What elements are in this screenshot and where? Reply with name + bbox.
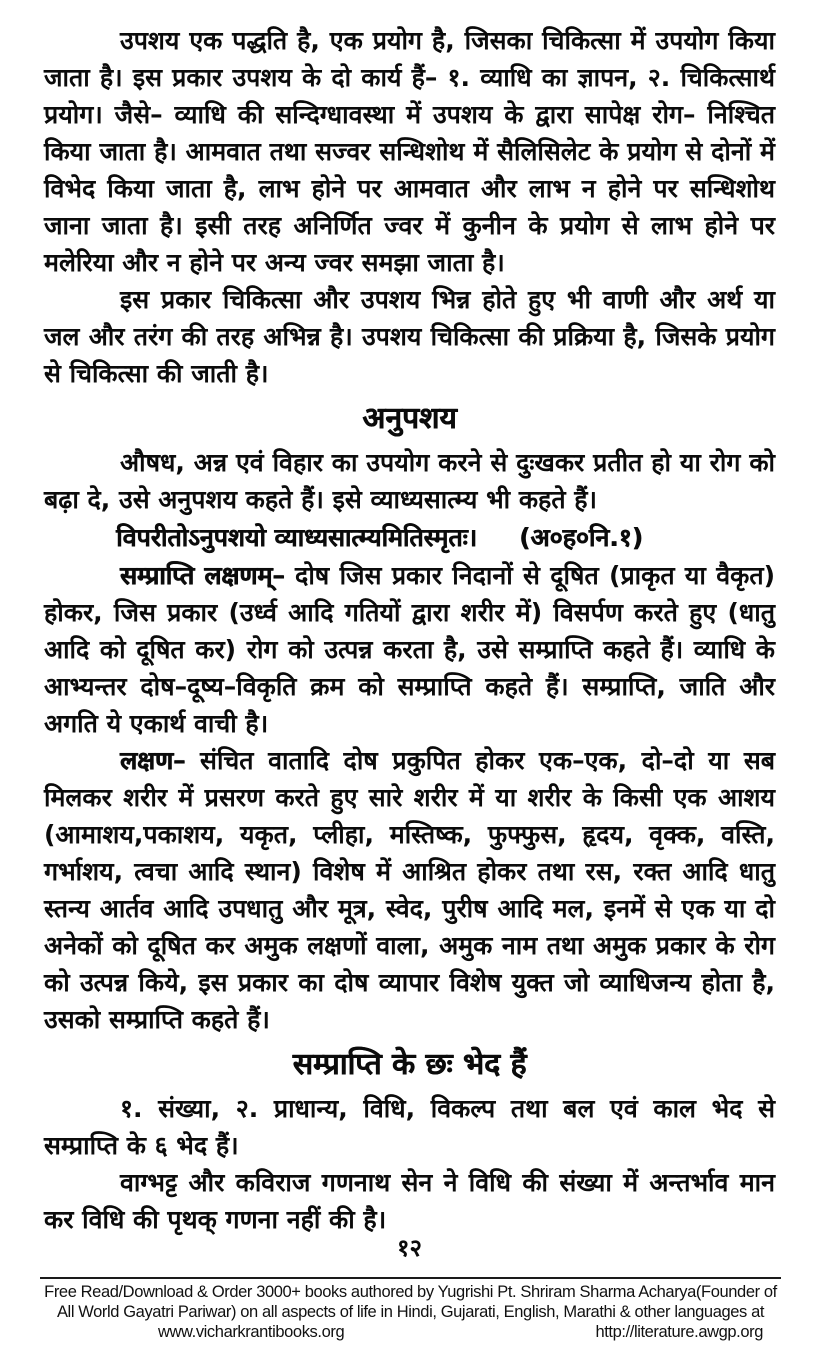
page-number: १२ xyxy=(397,1234,422,1262)
paragraph-text-sampraapti: दोष जिस प्रकार निदानों से दूषित (प्राकृत या वैकृत) होकर, जिस प्रकार (उर्ध्व आदि गतियों द्वारा शरीर में) विसर्पण करते हुए (धातु आदि को दूषित कर) रोग को उत्पन्न करता है, उसे सम्प्राप्ति कहते हैं। व्याधि के आभ्यन्तर दोष–दूष्य–विकृति क्रम को सम्प्राप्ति कहते हैं। सम्प्राप्ति, जाति और अगति ये एकार्थ वाची है। xyxy=(44,561,775,738)
heading-anupashaya: अनुपशय xyxy=(362,401,457,436)
paragraph-lakshana xyxy=(44,742,775,1038)
paragraph-sampraapti-lakshanam xyxy=(44,557,775,742)
footer xyxy=(40,1277,781,1342)
paragraph-vagbhatta-gananath: वाग्भट्ट और कविराज गणनाथ सेन ने विधि की संख्या में अन्तर्भाव मान कर विधि की पृथक् गणना नहीं की है। xyxy=(44,1168,775,1234)
paragraph-upashaya-definition: उपशय एक पद्धति है, एक प्रयोग है, जिसका चिकित्सा में उपयोग किया जाता है। इस प्रकार उपशय के दो कार्य हैं– १. व्याधि का ज्ञापन, २. चिकित्सार्थ प्रयोग। जैसे– व्याधि की सन्दिग्धावस्था में उपशय के द्वारा सापेक्ष रोग– निश्चित किया जाता है। आमवात तथा सज्वर सन्धिशोथ में सैलिसिलेट के प्रयोग से दोनों में विभेद किया जाता है, लाभ होने पर आमवात और लाभ न होने पर सन्धिशोथ जाना जाता है। इसी तरह अनिर्णित ज्वर में कुनीन के प्रयोग से लाभ होने पर मलेरिया और न होने पर अन्य ज्वर समझा जाता है। xyxy=(44,26,775,277)
paragraph-lead-lakshana: लक्षण– xyxy=(120,746,186,775)
shloka-reference: (अ०ह०नि.१) xyxy=(518,523,644,552)
footer-url-vicharkrantibooks: www.vicharkrantibooks.org xyxy=(158,1323,345,1341)
sanskrit-shloka-line xyxy=(44,518,775,557)
heading-sampraapti-bhed: सम्प्राप्ति के छः भेद हैं xyxy=(292,1047,527,1082)
footer-line-1: Free Read/Download & Order 3000+ books authored by Yugrishi Pt. Shriram Sharma Acharya(Founder of xyxy=(44,1283,777,1301)
footer-line-2: All World Gayatri Pariwar) on all aspects of life in Hindi, Gujarati, English, Marathi & other languages at xyxy=(56,1303,765,1321)
paragraph-lead-sampraapti-lakshanam: सम्प्राप्ति लक्षणम्– xyxy=(120,561,285,590)
paragraph-text-lakshana: संचित वातादि दोष प्रकुपित होकर एक–एक, दो–दो या सब मिलकर शरीर में प्रसरण करते हुए सारे शरीर में या शरीर के किसी एक आशय (आमाशय,पकाशय, यकृत, प्लीहा, मस्तिष्क, फुफ्फुस, हृदय, वृक्क, वस्ति, गर्भाशय, त्वचा आदि स्थान) विशेष में आश्रित होकर तथा रस, रक्त आदि धातु स्तन्य आर्तव आदि उपधातु और मूत्र, स्वेद, पुरीष आदि मल, इनमें से एक या दो अनेकों को दूषित कर अमुक लक्षणों वाला, अमुक नाम तथा अमुक प्रकार के रोग को उत्पन्न किये, इस प्रकार का दोष व्यापार विशेष युक्त जो व्याधिजन्य होता है, उसको सम्प्राप्ति कहते हैं। xyxy=(44,746,775,1034)
paragraph-anupashaya-definition: औषध, अन्न एवं विहार का उपयोग करने से दुःखकर प्रतीत हो या रोग को बढ़ा दे, उसे अनुपशय कहते हैं। इसे व्याध्यसात्म्य भी कहते हैं। xyxy=(44,448,775,514)
shloka-text: विपरीतोऽनुपशयो व्याध्यसात्म्यमितिस्मृतः। xyxy=(116,523,477,552)
footer-url-awgp-literature: http://literature.awgp.org xyxy=(595,1323,763,1341)
footer-links-row xyxy=(40,1322,781,1342)
paragraph-six-bhed: १. संख्या, २. प्राधान्य, विधि, विकल्प तथा बल एवं काल भेद से सम्प्राप्ति के ६ भेद हैं। xyxy=(44,1094,775,1160)
paragraph-chikitsa-upashaya-abhinna: इस प्रकार चिकित्सा और उपशय भिन्न होते हुए भी वाणी और अर्थ या जल और तरंग की तरह अभिन्न है। उपशय चिकित्सा की प्रक्रिया है, जिसके प्रयोग से चिकित्सा की जाती है। xyxy=(44,285,775,388)
